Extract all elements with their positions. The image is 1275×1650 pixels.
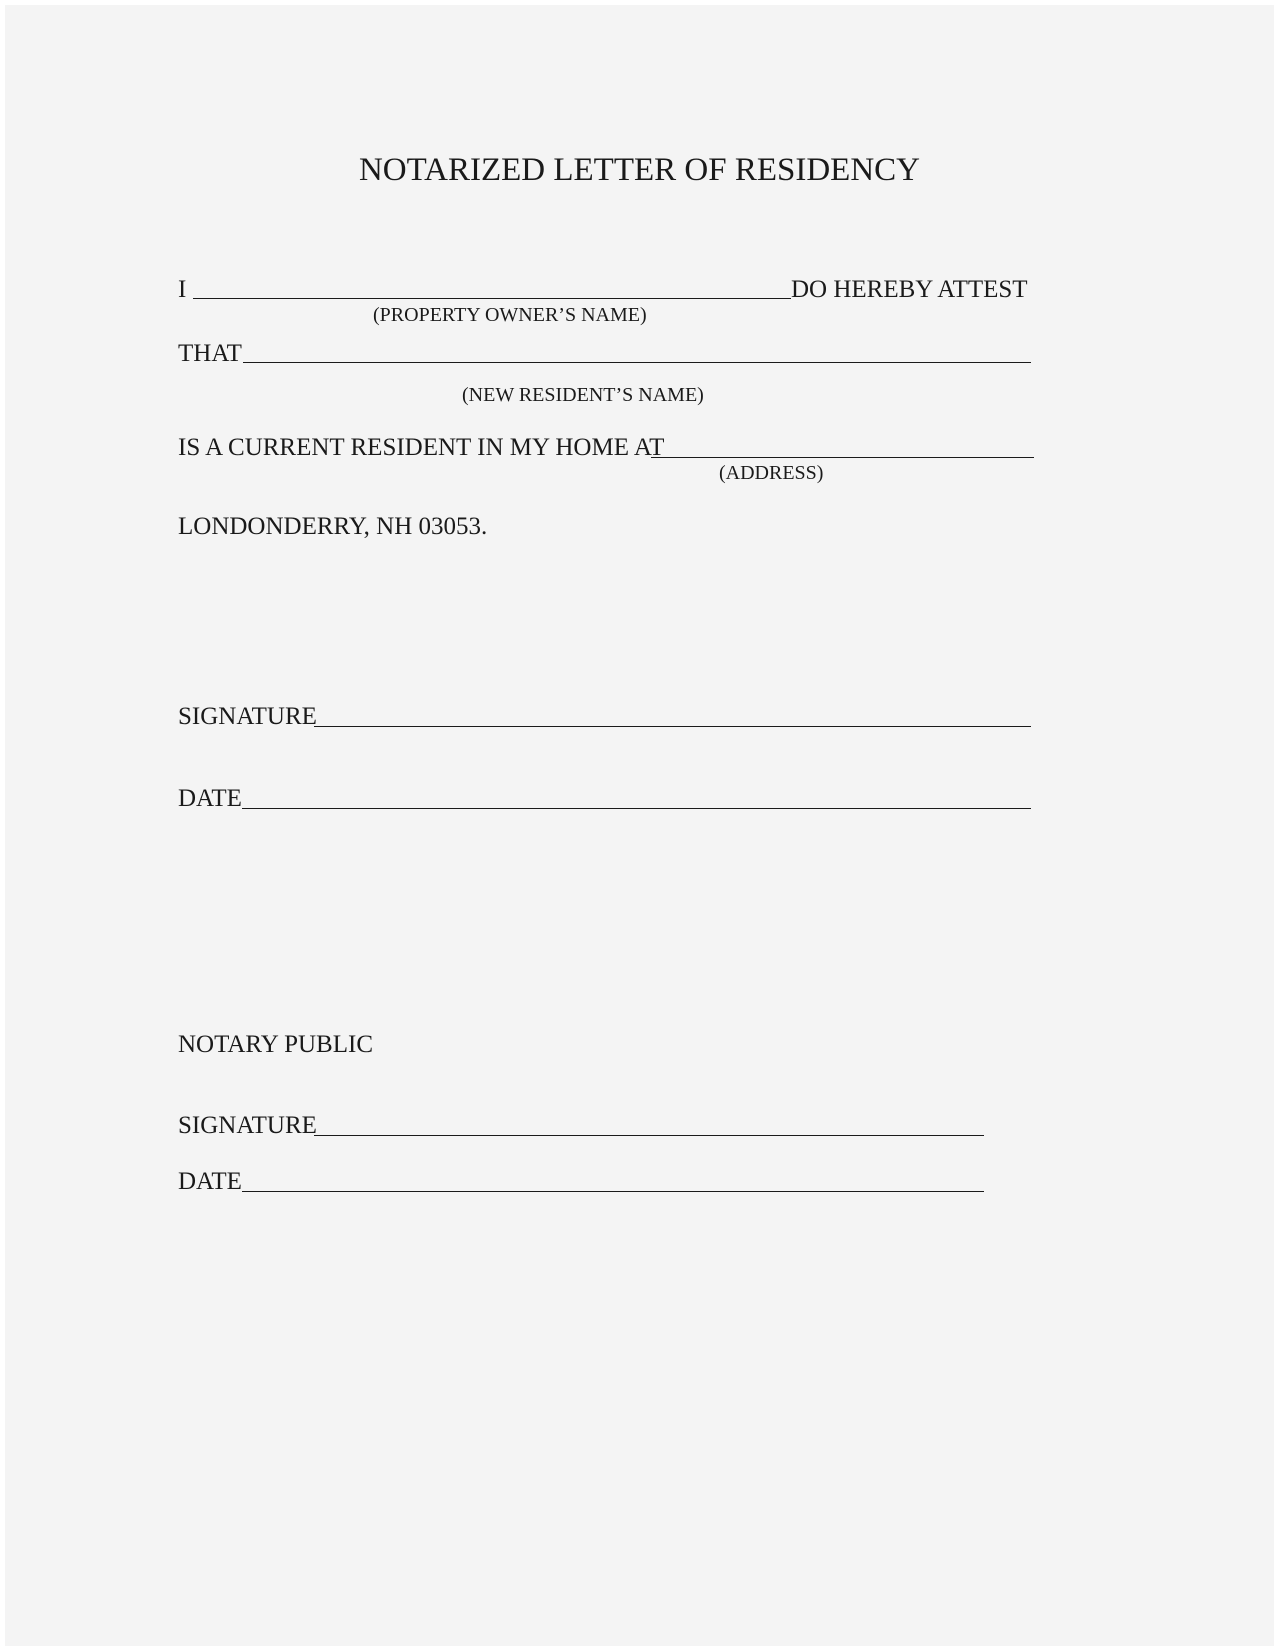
attest-prefix: I [178,276,187,303]
document-title: NOTARIZED LETTER OF RESIDENCY [358,152,921,188]
owner-date-label: DATE [178,785,242,812]
owner-signature-field[interactable] [314,726,1031,727]
document-page [5,5,1274,1646]
notary-date-label: DATE [178,1168,242,1195]
that-prefix: THAT [178,340,242,367]
notary-signature-field[interactable] [314,1135,984,1136]
owner-date-field[interactable] [242,808,1031,809]
property-owner-name-caption: (PROPERTY OWNER’S NAME) [373,304,647,326]
city-line: LONDONDERRY, NH 03053. [178,513,488,540]
notary-date-field[interactable] [242,1191,984,1192]
address-caption: (ADDRESS) [719,462,824,484]
address-field[interactable] [651,457,1034,458]
resident-prefix: IS A CURRENT RESIDENT IN MY HOME AT [178,434,665,461]
new-resident-name-field[interactable] [243,362,1031,363]
notary-signature-label: SIGNATURE [178,1112,317,1139]
new-resident-name-caption: (NEW RESIDENT’S NAME) [462,384,704,406]
owner-signature-label: SIGNATURE [178,703,317,730]
notary-heading: NOTARY PUBLIC [178,1031,374,1058]
property-owner-name-field[interactable] [193,298,791,299]
attest-suffix: DO HEREBY ATTEST [791,276,1028,303]
